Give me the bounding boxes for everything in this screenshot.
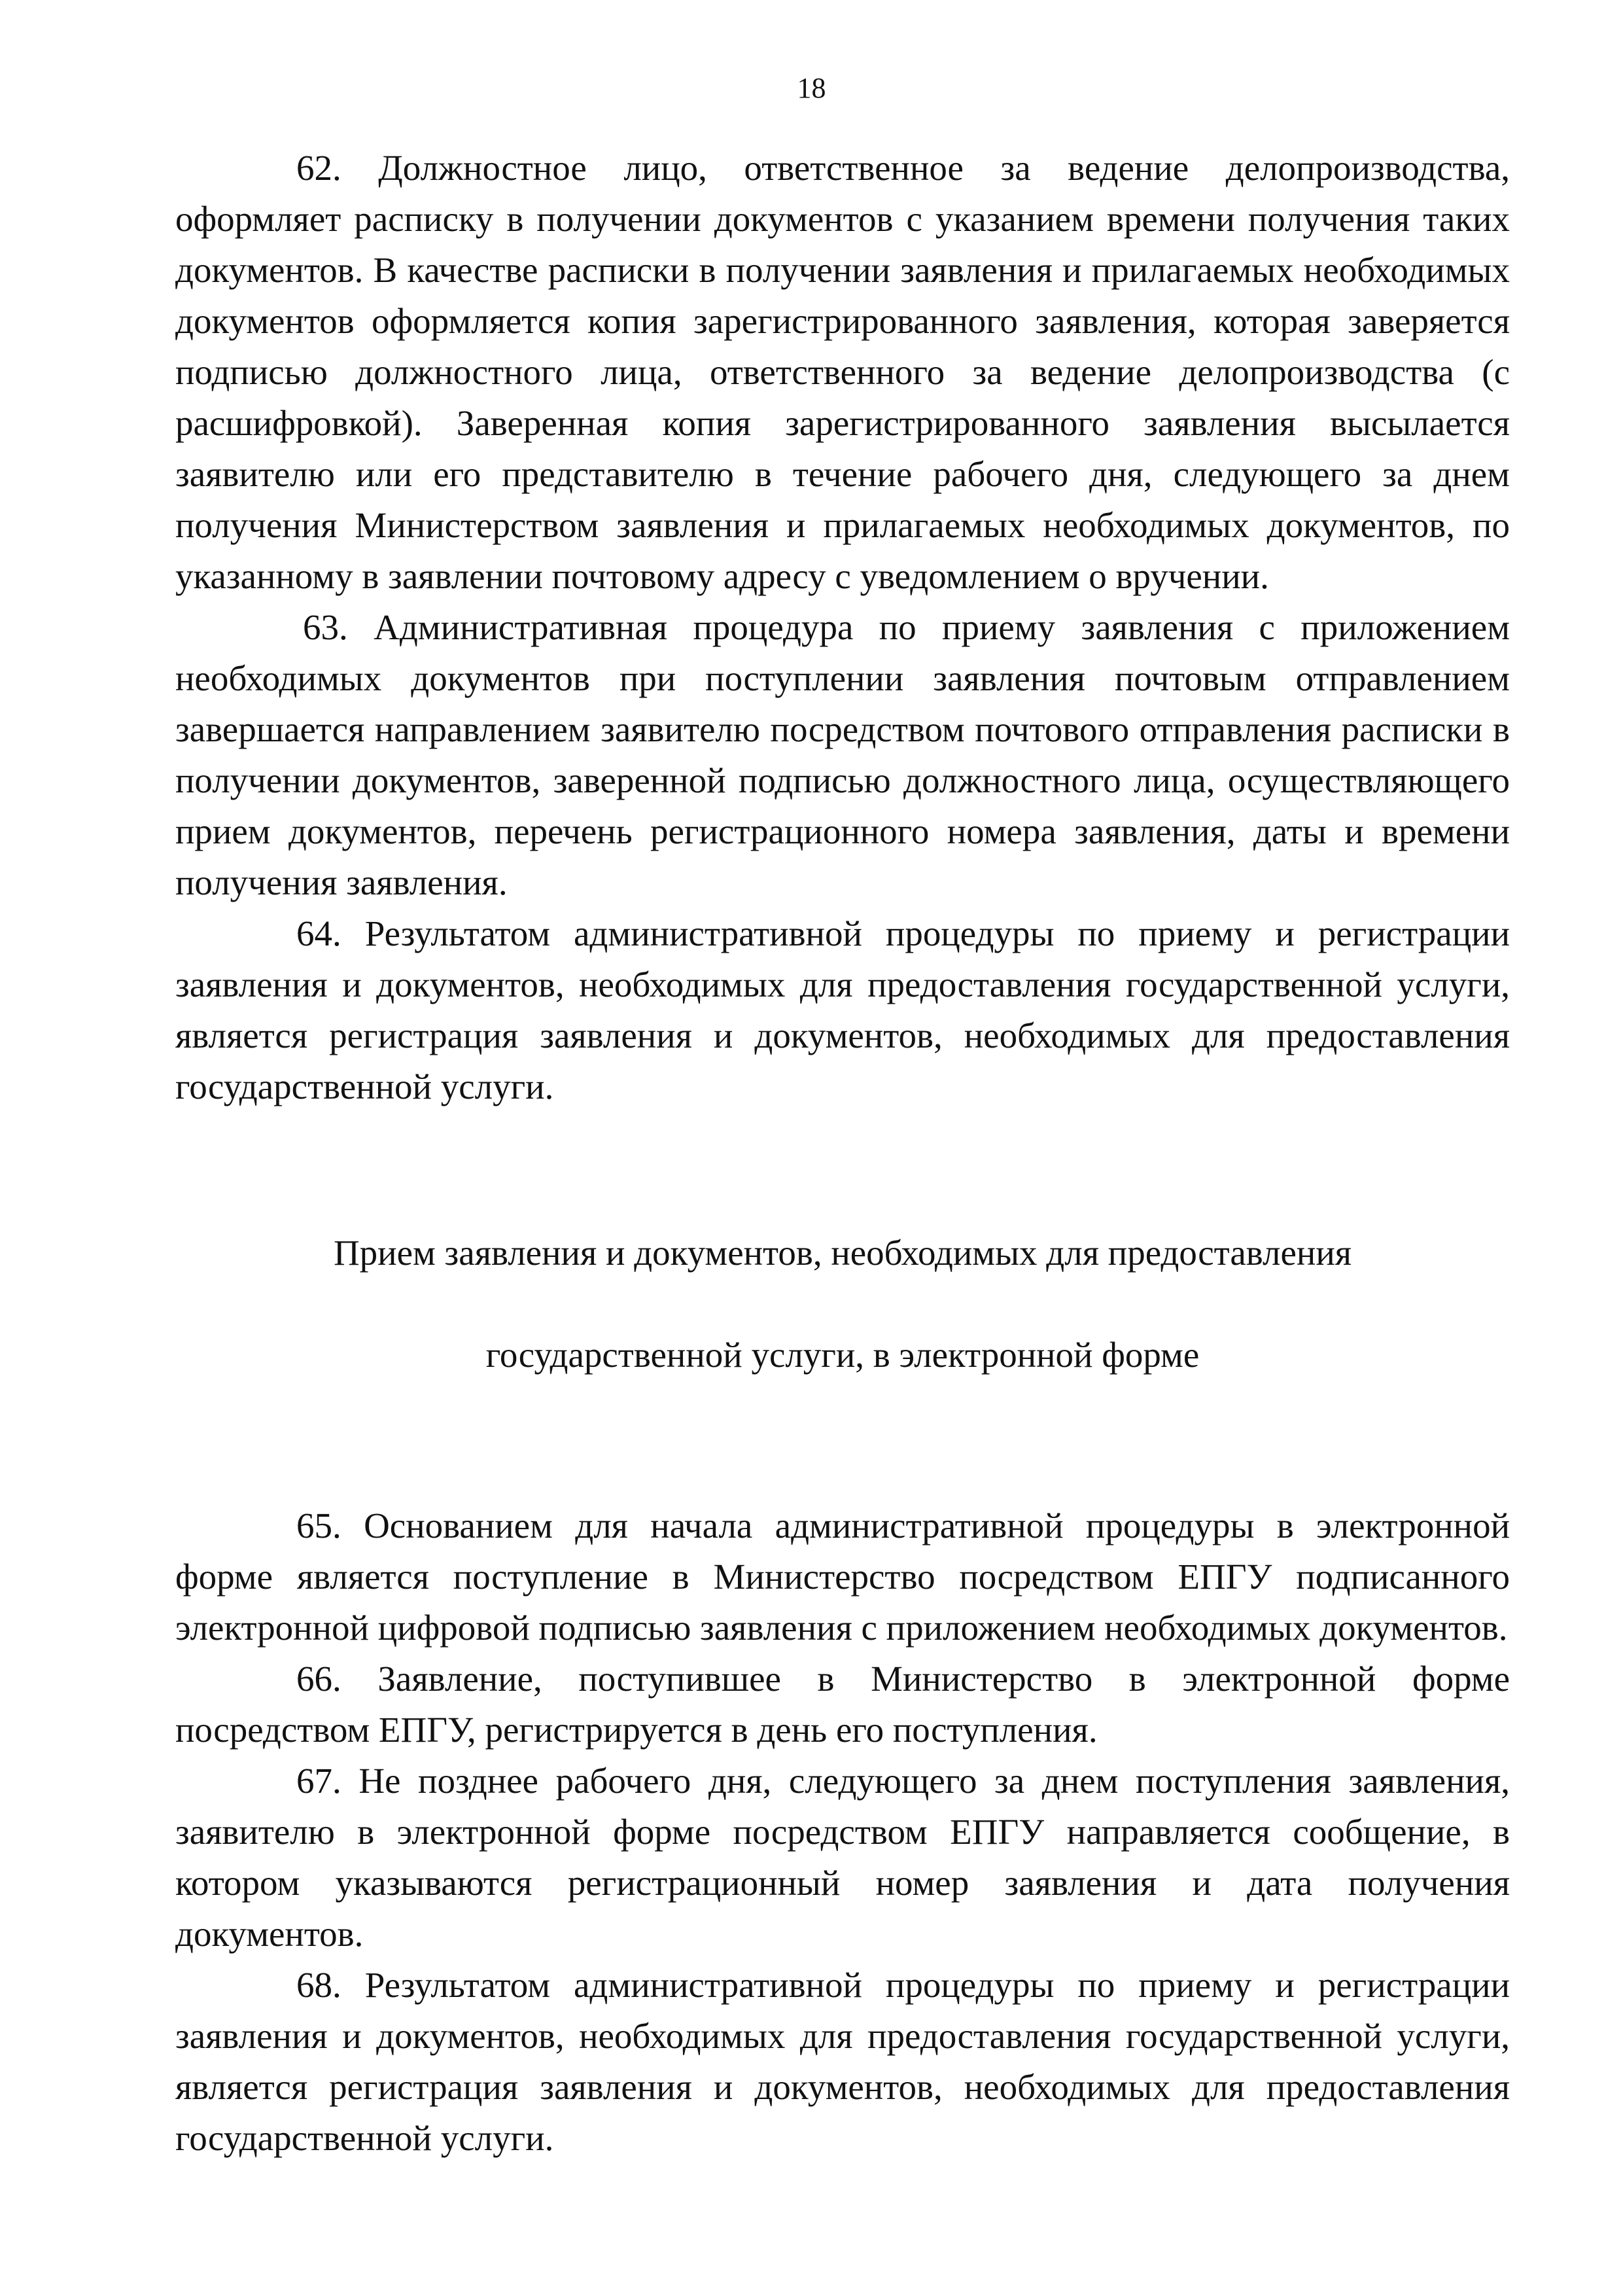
section-heading — [175, 1176, 1510, 1432]
page-number: 18 — [797, 72, 826, 104]
section-heading-line-2: государственной услуги, в электронной форме — [485, 1335, 1200, 1375]
paragraph-64: 64. Результатом административной процедуры по приему и регистрации заявления и документов, необходимых для предоставления государственной услуги, является регистрация заявления и документов, необходимых для предоставления государственной услуги. — [175, 913, 1510, 1106]
paragraph-65: 65. Основанием для начала административной процедуры в электронной форме является поступление в Министерство посредством ЕПГУ подписанного электронной цифровой подписью заявления с приложением необходимых документов. — [175, 1506, 1510, 1648]
document-body — [175, 143, 1510, 2164]
paragraph-63: 63. Административная процедура по приему заявления с приложением необходимых документов при поступлении заявления почтовым отправлением завершается направлением заявителю посредством почтового отправления расписки в получении документов, заверенной подписью должностного лица, осуществляющего прием документов, перечень регистрационного номера заявления, даты и времени получения заявления. — [175, 607, 1510, 902]
paragraph-67: 67. Не позднее рабочего дня, следующего за днем поступления заявления, заявителю в электронной форме посредством ЕПГУ направляется сообщение, в котором указываются регистрационный номер заявления и дата получения документов. — [175, 1761, 1510, 1954]
paragraph-66: 66. Заявление, поступившее в Министерство в электронной форме посредством ЕПГУ, регистрируется в день его поступления. — [175, 1659, 1510, 1750]
paragraph-68: 68. Результатом административной процедуры по приему и регистрации заявления и документов, необходимых для предоставления государственной услуги, является регистрация заявления и документов, необходимых для предоставления государственной услуги. — [175, 1965, 1510, 2158]
paragraph-62: 62. Должностное лицо, ответственное за ведение делопроизводства, оформляет расписку в получении документов с указанием времени получения таких документов. В качестве расписки в получении заявления и прилагаемых необходимых документов оформляется копия зарегистрированного заявления, которая заверяется подписью должностного лица, ответственного за ведение делопроизводства (с расшифровкой). Заверенная копия зарегистрированного заявления высылается заявителю или его представителю в течение рабочего дня, следующего за днем получения Министерством заявления и прилагаемых необходимых документов, по указанному в заявлении почтовому адресу с уведомлением о вручении. — [175, 148, 1510, 596]
section-heading-line-1: Прием заявления и документов, необходимых для предоставления — [333, 1233, 1352, 1273]
